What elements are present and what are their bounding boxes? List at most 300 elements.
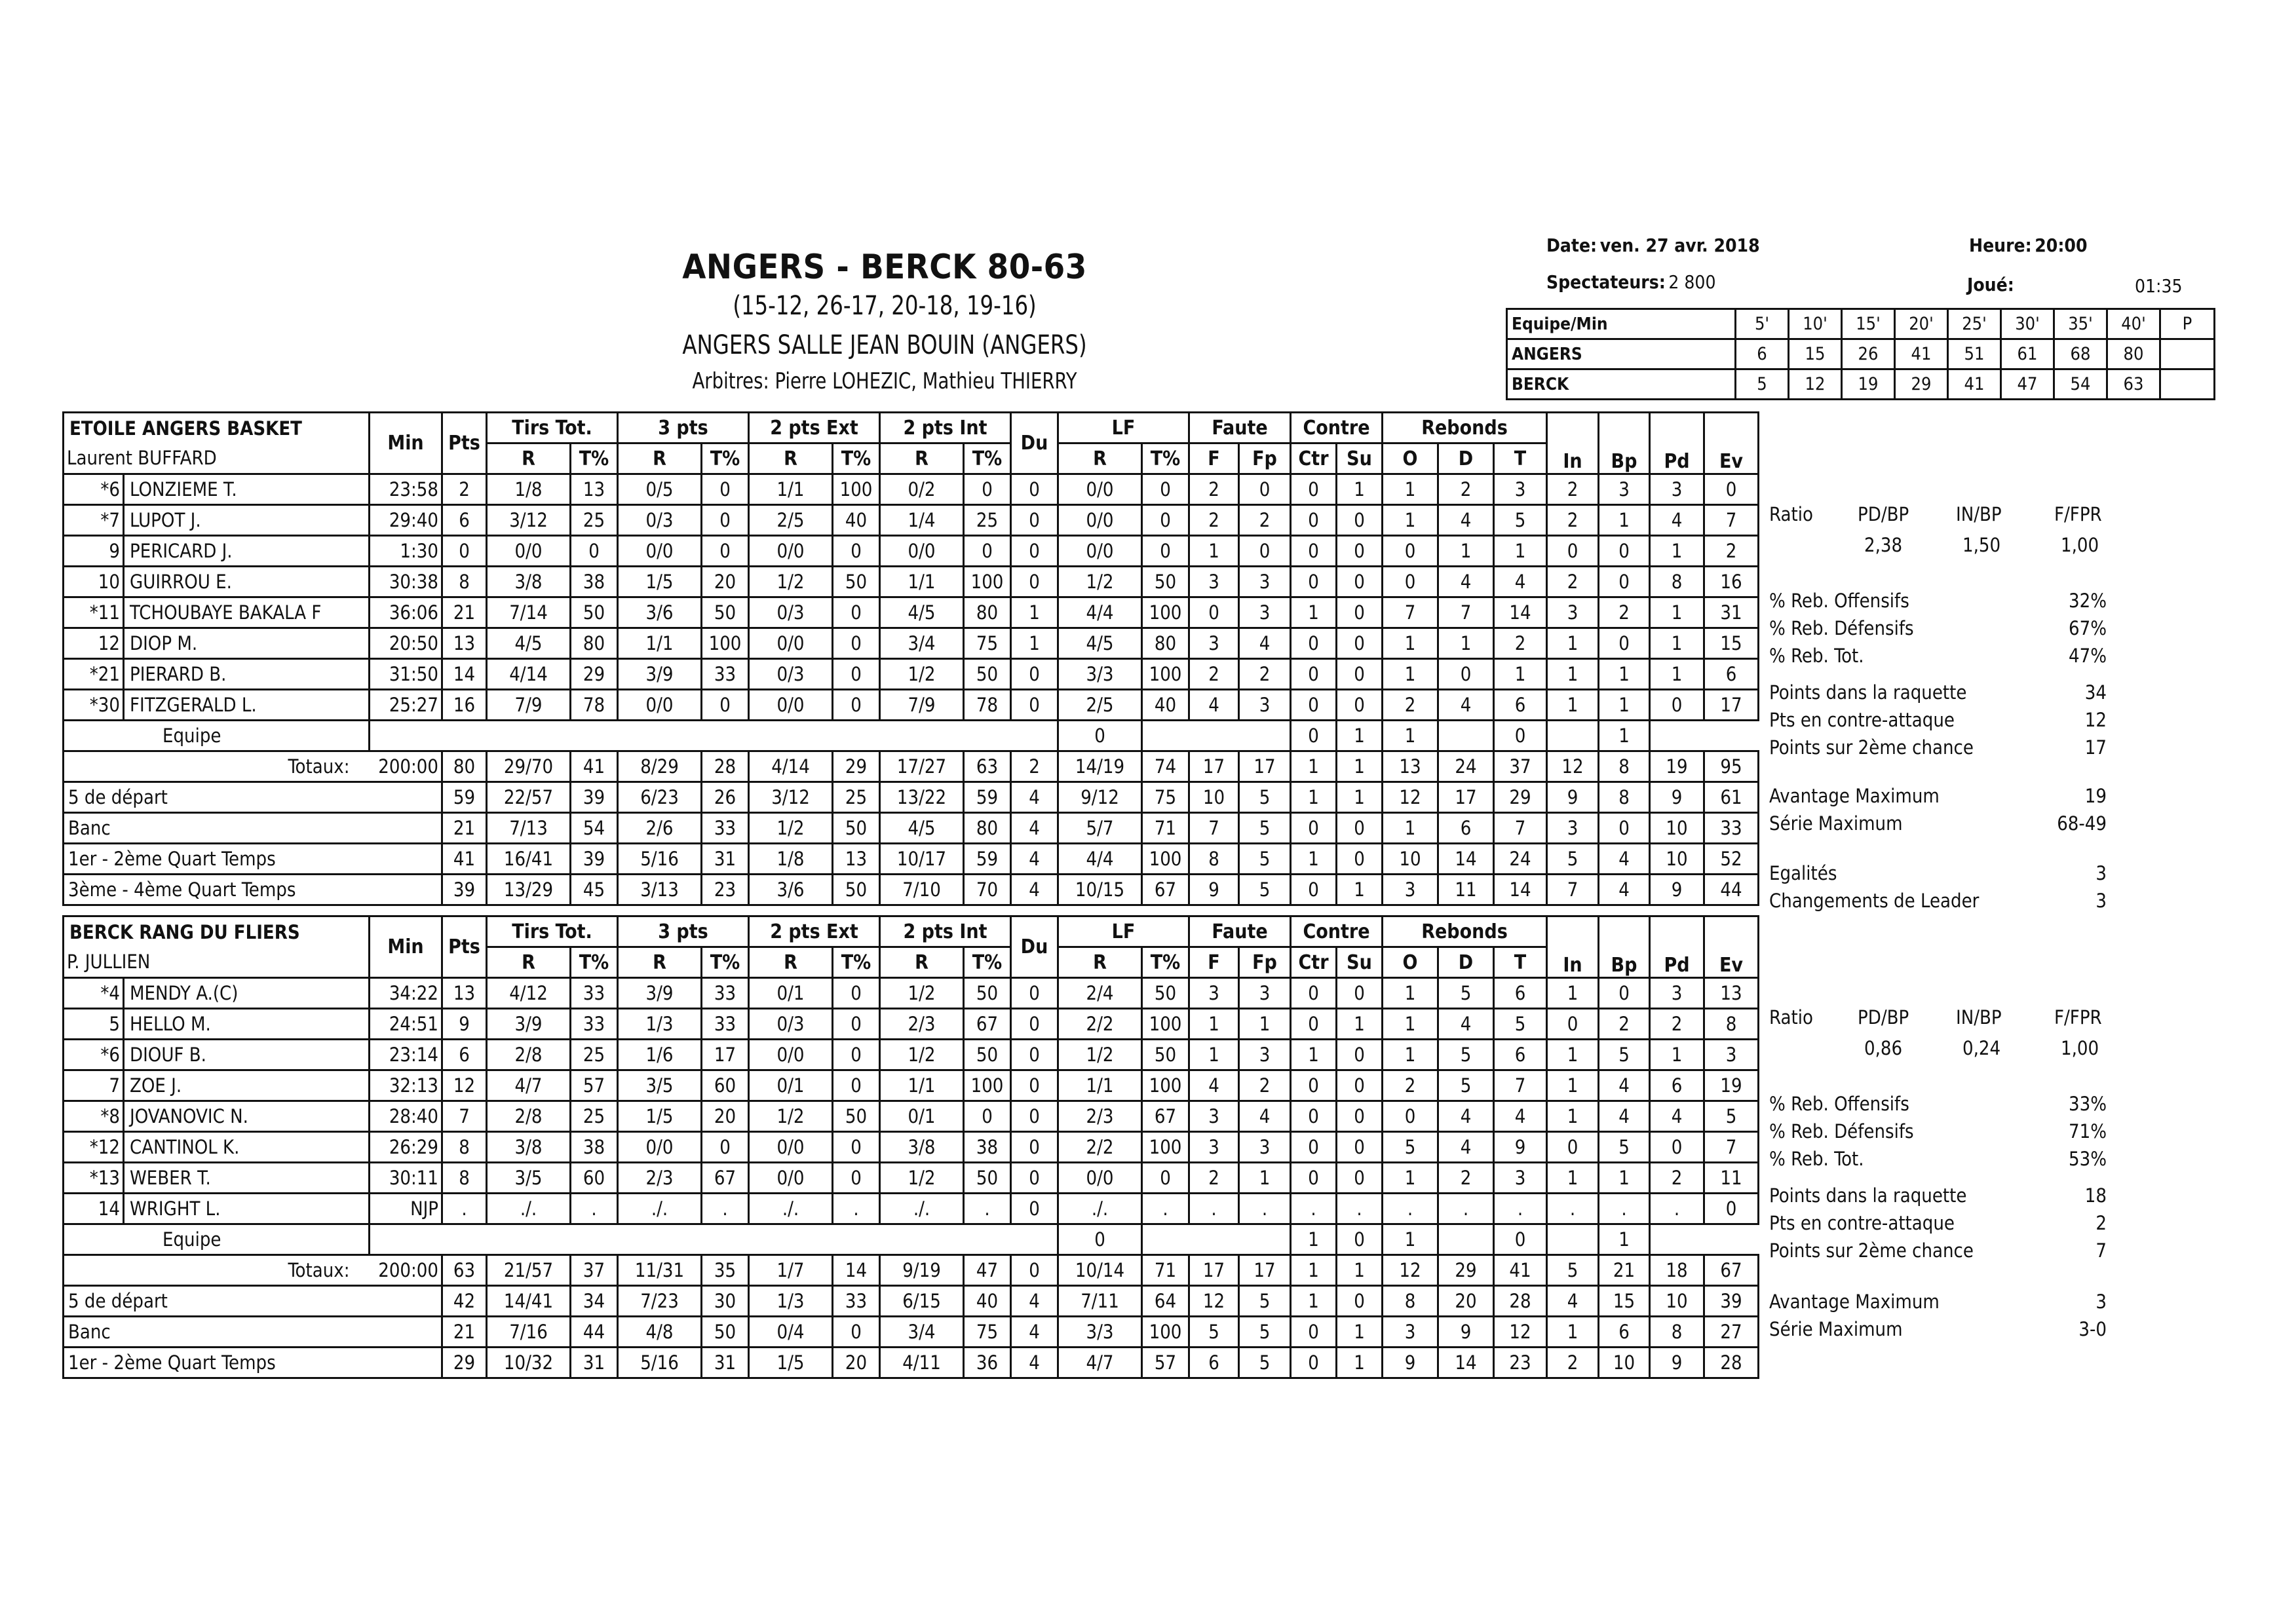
summary-label: 5 de départ [64, 782, 442, 813]
stat-int-r: 3/4 [880, 628, 964, 659]
stat-int-r: 3/8 [880, 1132, 964, 1163]
stat-tt-r: 7/16 [487, 1317, 571, 1348]
stat-in: 0 [1547, 1132, 1599, 1163]
stat-p3-p: . [702, 1194, 749, 1224]
stat-bp: 21 [1599, 1255, 1650, 1286]
stat-t: 37 [1494, 751, 1547, 782]
team-label: BERCK [1507, 369, 1736, 400]
stat-f: 2 [1189, 474, 1239, 505]
stat-f: 8 [1189, 844, 1239, 875]
player-number: 7 [64, 1070, 124, 1101]
stat-ext-p: 0 [833, 1163, 880, 1194]
stat-lf-r: 4/5 [1058, 628, 1142, 659]
stat-ctr: 0 [1291, 1348, 1337, 1378]
player-points: 14 [442, 659, 487, 690]
stat-f: 3 [1189, 1101, 1239, 1132]
stat-lf-r: 1/1 [1058, 1070, 1142, 1101]
time-label: Heure: [1969, 235, 2032, 256]
stat-in: 7 [1547, 875, 1599, 905]
stat-p3-r: 1/5 [618, 567, 702, 597]
stat-ctr: 1 [1291, 1255, 1337, 1286]
stat-pd: . [1650, 1194, 1704, 1224]
stat-d: 1 [1337, 721, 1383, 751]
stat-in: 1 [1547, 1101, 1599, 1132]
stat-ext-r: 2/5 [749, 505, 833, 536]
col-f: F [1189, 947, 1239, 978]
stat-pd: 1 [1650, 597, 1704, 628]
stat-lf-p: 0 [1142, 505, 1189, 536]
col-ctr: Ctr [1291, 947, 1337, 978]
stat-int-p: . [964, 1194, 1011, 1224]
played-label-wrap [1967, 274, 2014, 295]
stat-bp: 1 [1599, 659, 1650, 690]
col-group: LF [1058, 413, 1189, 443]
stat-ev: 17 [1704, 690, 1759, 721]
stat-in: 3 [1547, 813, 1599, 844]
player-points: 13 [442, 628, 487, 659]
player-row [64, 1101, 1759, 1132]
col-ev: Ev [1704, 413, 1759, 474]
player-number: *21 [64, 659, 124, 690]
stat-t: 41 [1494, 1255, 1547, 1286]
stat-p3-p: 17 [702, 1040, 749, 1070]
score-cell: 19 [1842, 369, 1895, 400]
stat-ext-p: 100 [833, 474, 880, 505]
stat-int-r: 0/0 [880, 536, 964, 567]
player-minutes: 31:50 [370, 659, 442, 690]
stat-value: 32% [2069, 590, 2107, 612]
stat-t: 9 [1494, 1132, 1547, 1163]
stat-tt-p: 25 [571, 505, 618, 536]
stat-int-p: 0 [964, 536, 1011, 567]
stat-lf-r: 2/5 [1058, 690, 1142, 721]
stat-pd: 10 [1650, 1286, 1704, 1317]
score-cell: 80 [2107, 339, 2160, 369]
col-group: 2 pts Int [880, 413, 1011, 443]
stat-ext-r: 1/2 [749, 813, 833, 844]
stat-p3-r: 5/16 [618, 1348, 702, 1378]
stat-p3-p: 26 [702, 782, 749, 813]
quarter-scores: (15-12, 26-17, 20-18, 19-16) [733, 291, 1037, 321]
stat-int-p: 36 [964, 1348, 1011, 1378]
stat-o: . [1383, 1194, 1438, 1224]
stat-pd: 0 [1650, 1132, 1704, 1163]
stat-ext-r: 0/0 [749, 1163, 833, 1194]
stat-t: 1 [1494, 536, 1547, 567]
stat-tt-r: 16/41 [487, 844, 571, 875]
summary-row [64, 813, 1759, 844]
stat-f: 0 [1058, 1224, 1142, 1255]
stat-tt-p: . [571, 1194, 618, 1224]
stat-ctr: 1 [1291, 751, 1337, 782]
stat-value: 53% [2069, 1148, 2107, 1170]
col-group: 2 pts Ext [749, 413, 880, 443]
stat-p3-r: 7/23 [618, 1286, 702, 1317]
stat-int-p: 80 [964, 813, 1011, 844]
stat-int-p: 70 [964, 875, 1011, 905]
summary-points: 80 [442, 751, 487, 782]
stat-ctr: 0 [1291, 474, 1337, 505]
player-number: 14 [64, 1194, 124, 1224]
stat-lf-r: 0/0 [1058, 474, 1142, 505]
stat-label: Avantage Maximum [1769, 785, 1940, 807]
stat-f: 2 [1189, 659, 1239, 690]
col-su: Su [1337, 947, 1383, 978]
stat-lf-r: 3/3 [1058, 1317, 1142, 1348]
col-fp: Fp [1239, 443, 1291, 474]
stat-d: 4 [1438, 505, 1494, 536]
stat-ext-r: 0/1 [749, 1070, 833, 1101]
stat-d: 0 [1438, 659, 1494, 690]
col-group: 3 pts [618, 413, 749, 443]
stat-fp: 0 [1239, 536, 1291, 567]
col-group: 2 pts Ext [749, 916, 880, 947]
score-cell: 51 [1948, 339, 2001, 369]
stat-su: 1 [1337, 875, 1383, 905]
stat-f: 0 [1189, 597, 1239, 628]
stat-ctr: 0 [1291, 690, 1337, 721]
stat-bp: 1 [1599, 505, 1650, 536]
col-ev: Ev [1704, 916, 1759, 978]
stat-tt-p: 34 [571, 1286, 618, 1317]
stat-d: 1 [1438, 628, 1494, 659]
stat-p3-r: 1/6 [618, 1040, 702, 1070]
stat-p3-p: 20 [702, 1101, 749, 1132]
referees: Arbitres: Pierre LOHEZIC, Mathieu THIERRY [692, 368, 1077, 394]
stat-lf-r: 14/19 [1058, 751, 1142, 782]
stat-ext-p: 0 [833, 597, 880, 628]
stat-f: 1 [1189, 536, 1239, 567]
stat-ext-r: ./. [749, 1194, 833, 1224]
stat-p3-r: 11/31 [618, 1255, 702, 1286]
stat-fp: . [1239, 1194, 1291, 1224]
stat-ext-p: 0 [833, 1317, 880, 1348]
stat-ev: 0 [1704, 474, 1759, 505]
player-row [64, 628, 1759, 659]
stat-lf-r: 9/12 [1058, 782, 1142, 813]
stat-label: % Reb. Défensifs [1769, 1120, 1914, 1142]
stat-tt-r: 1/8 [487, 474, 571, 505]
stat-p3-p: 35 [702, 1255, 749, 1286]
player-points: 8 [442, 1163, 487, 1194]
col-r: R [1058, 947, 1142, 978]
stat-ctr: 0 [1291, 536, 1337, 567]
stat-tt-r: 3/12 [487, 505, 571, 536]
stat-tt-r: 3/8 [487, 1132, 571, 1163]
stat-int-p: 59 [964, 782, 1011, 813]
stat-int-r: 0/2 [880, 474, 964, 505]
stat-lf-r: 3/3 [1058, 659, 1142, 690]
ratio-header: F/FPR [2054, 1006, 2102, 1028]
player-name: FITZGERALD L. [124, 690, 370, 721]
player-points: 9 [442, 1009, 487, 1040]
stat-bp: 5 [1599, 1040, 1650, 1070]
stat-fp: 5 [1239, 875, 1291, 905]
stat-int-p: 0 [964, 474, 1011, 505]
col-pts: Pts [442, 916, 487, 978]
stat-bp: 0 [1599, 978, 1650, 1009]
stat-in: 1 [1547, 1317, 1599, 1348]
stat-f: 12 [1189, 1286, 1239, 1317]
stat-o: 8 [1383, 1286, 1438, 1317]
stat-du: 0 [1011, 474, 1058, 505]
stat-tt-r: 7/13 [487, 813, 571, 844]
score-cell: 61 [2001, 339, 2054, 369]
stat-o: 10 [1383, 844, 1438, 875]
stat-su: 0 [1337, 659, 1383, 690]
stat-ev: 67 [1704, 1255, 1759, 1286]
stat-pd: 2 [1650, 1163, 1704, 1194]
stat-in: 1 [1547, 978, 1599, 1009]
stat-ev: 52 [1704, 844, 1759, 875]
stat-tt-r: 4/12 [487, 978, 571, 1009]
player-row [64, 1070, 1759, 1101]
stat-f: 4 [1189, 690, 1239, 721]
stat-value: 12 [2084, 709, 2107, 731]
stat-label: % Reb. Offensifs [1769, 590, 1909, 612]
stat-fp: 3 [1239, 597, 1291, 628]
stat-in: 1 [1547, 1040, 1599, 1070]
player-number: 9 [64, 536, 124, 567]
stat-line [1769, 681, 2107, 704]
stat-tt-p: 60 [571, 1163, 618, 1194]
player-minutes: 29:40 [370, 505, 442, 536]
stat-lf-p: 40 [1142, 690, 1189, 721]
stat-pd: 9 [1650, 1348, 1704, 1378]
stat-p3-p: 60 [702, 1070, 749, 1101]
stat-tt-p: 33 [571, 978, 618, 1009]
stat-in: 1 [1547, 628, 1599, 659]
stat-du: 0 [1011, 1070, 1058, 1101]
stat-t: 24 [1494, 844, 1547, 875]
stat-in: 5 [1547, 1255, 1599, 1286]
stat-tt-p: 80 [571, 628, 618, 659]
minute-header: 40' [2107, 309, 2160, 339]
stat-int-r: 4/11 [880, 1348, 964, 1378]
stat-value: 19 [2084, 785, 2107, 807]
stat-lf-p: 75 [1142, 782, 1189, 813]
player-points: 21 [442, 597, 487, 628]
col-r: R [880, 947, 964, 978]
stat-du: 4 [1011, 1348, 1058, 1378]
stat-o: 0 [1383, 1101, 1438, 1132]
stat-ext-r: 3/12 [749, 782, 833, 813]
stat-bp: 8 [1599, 782, 1650, 813]
stat-ev: 44 [1704, 875, 1759, 905]
stat-lf-p: 50 [1142, 978, 1189, 1009]
stat-ext-r: 1/8 [749, 844, 833, 875]
col-r: R [487, 443, 571, 474]
stat-tt-p: 29 [571, 659, 618, 690]
col-min: Min [370, 413, 442, 474]
stat-o: 1 [1383, 1009, 1438, 1040]
stat-o: 1 [1383, 505, 1438, 536]
ratio-header: PD/BP [1858, 1006, 1909, 1028]
stat-int-p: 25 [964, 505, 1011, 536]
stat-ext-r: 0/0 [749, 628, 833, 659]
player-name: PERICARD J. [124, 536, 370, 567]
stat-du: 4 [1011, 875, 1058, 905]
stat-int-r: 3/4 [880, 1317, 964, 1348]
stat-ctr: 1 [1291, 782, 1337, 813]
stat-su: 0 [1337, 1286, 1383, 1317]
stat-o: 1 [1383, 978, 1438, 1009]
col-o: O [1383, 947, 1438, 978]
stat-p3-r: ./. [618, 1194, 702, 1224]
stat-value: 33% [2069, 1093, 2107, 1115]
stat-p3-r: 1/5 [618, 1101, 702, 1132]
stat-p3-p: 28 [702, 751, 749, 782]
stat-in: 1 [1547, 1070, 1599, 1101]
stat-bp: 2 [1599, 1009, 1650, 1040]
stat-lf-p: 64 [1142, 1286, 1189, 1317]
stat-f: 3 [1189, 1132, 1239, 1163]
stat-ev: 15 [1704, 628, 1759, 659]
stat-fp: 1 [1239, 1163, 1291, 1194]
stat-lf-r: 4/4 [1058, 597, 1142, 628]
stat-ctr: 0 [1291, 505, 1337, 536]
stat-lf-p: 71 [1142, 1255, 1189, 1286]
stat-int-p: 75 [964, 1317, 1011, 1348]
stat-int-p: 50 [964, 1040, 1011, 1070]
stat-tt-r: 4/5 [487, 628, 571, 659]
stat-du: 0 [1011, 505, 1058, 536]
stat-p3-r: 4/8 [618, 1317, 702, 1348]
player-number: *13 [64, 1163, 124, 1194]
stat-p3-r: 0/0 [618, 1132, 702, 1163]
stat-ctr: 1 [1291, 1286, 1337, 1317]
stat-pd: 0 [1650, 690, 1704, 721]
stat-tt-p: 38 [571, 1132, 618, 1163]
stat-p3-p: 50 [702, 597, 749, 628]
player-minutes: 36:06 [370, 597, 442, 628]
col-tpct: T% [702, 443, 749, 474]
stat-f: 5 [1189, 1317, 1239, 1348]
stat-p3-p: 33 [702, 659, 749, 690]
stat-t: . [1494, 1194, 1547, 1224]
stat-int-r: 1/2 [880, 659, 964, 690]
stat-su: 0 [1337, 1132, 1383, 1163]
stat-d: 4 [1438, 690, 1494, 721]
stat-pd [1547, 1224, 1599, 1255]
score-cell: 63 [2107, 369, 2160, 400]
stat-bp: 0 [1599, 567, 1650, 597]
stat-ev: 31 [1704, 597, 1759, 628]
stat-p3-p: 33 [702, 813, 749, 844]
stat-lf-p: 74 [1142, 751, 1189, 782]
stat-fp: 2 [1239, 505, 1291, 536]
stat-d: 4 [1438, 1009, 1494, 1040]
stat-value: 34 [2084, 681, 2107, 704]
stat-lf-r: 5/7 [1058, 813, 1142, 844]
date-line [1546, 235, 1760, 256]
stat-tt-r: 3/5 [487, 1163, 571, 1194]
stat-ext-p: 0 [833, 1070, 880, 1101]
minute-header: 25' [1948, 309, 2001, 339]
stat-tt-r: 0/0 [487, 536, 571, 567]
stat-d: 14 [1438, 844, 1494, 875]
stat-bp: 6 [1599, 1317, 1650, 1348]
stat-line [1769, 862, 2107, 884]
stat-su: 0 [1337, 844, 1383, 875]
player-number: *7 [64, 505, 124, 536]
stat-int-p: 67 [964, 1009, 1011, 1040]
stat-ext-r: 0/0 [749, 536, 833, 567]
stat-lf-p: 0 [1142, 536, 1189, 567]
stat-ev: 5 [1704, 1101, 1759, 1132]
player-minutes: 23:58 [370, 474, 442, 505]
stat-fp: 3 [1239, 1132, 1291, 1163]
stat-lf-r: 2/4 [1058, 978, 1142, 1009]
score-cell: 68 [2054, 339, 2107, 369]
stat-in: 1 [1547, 1163, 1599, 1194]
player-number: *30 [64, 690, 124, 721]
stat-tt-r: 29/70 [487, 751, 571, 782]
stat-int-r: 4/5 [880, 813, 964, 844]
minute-header: 15' [1842, 309, 1895, 339]
stat-pd: 1 [1650, 536, 1704, 567]
totals-row [64, 751, 1759, 782]
stat-bp: 10 [1599, 1348, 1650, 1378]
player-points: 6 [442, 505, 487, 536]
stat-int-p: 50 [964, 978, 1011, 1009]
stat-bp: 0 [1494, 721, 1547, 751]
stat-p3-p: 20 [702, 567, 749, 597]
stat-line [1769, 709, 2107, 731]
stat-o: 12 [1383, 1255, 1438, 1286]
stat-pd: 18 [1650, 1255, 1704, 1286]
minute-header: 30' [2001, 309, 2054, 339]
stat-f: 2 [1189, 505, 1239, 536]
stat-tt-p: 54 [571, 813, 618, 844]
stat-int-p: 50 [964, 1163, 1011, 1194]
stat-tt-r: 3/8 [487, 567, 571, 597]
stat-pd: 1 [1650, 659, 1704, 690]
stat-f: 6 [1189, 1348, 1239, 1378]
stat-value: 3-0 [2078, 1318, 2107, 1340]
stat-tt-p: 39 [571, 844, 618, 875]
stat-p3-r: 3/13 [618, 875, 702, 905]
stat-d: 1 [1438, 536, 1494, 567]
stat-o: 12 [1383, 782, 1438, 813]
stat-ev: 39 [1704, 1286, 1759, 1317]
stat-bp: 1 [1599, 690, 1650, 721]
stat-tt-r: 2/8 [487, 1040, 571, 1070]
stat-du: 0 [1011, 1040, 1058, 1070]
stat-ctr: 0 [1291, 978, 1337, 1009]
stat-tt-p: 45 [571, 875, 618, 905]
stat-value: 18 [2084, 1184, 2107, 1207]
stat-ctr: 1 [1291, 597, 1337, 628]
stat-f: 17 [1189, 1255, 1239, 1286]
col-min: Min [370, 916, 442, 978]
stat-ctr: 0 [1291, 1317, 1337, 1348]
stat-pd: 10 [1650, 813, 1704, 844]
stat-ext-p: 0 [833, 659, 880, 690]
stat-su: 0 [1337, 690, 1383, 721]
stat-bp: 5 [1599, 1132, 1650, 1163]
stat-int-r: 1/2 [880, 1040, 964, 1070]
header-row-sub [64, 947, 1759, 978]
player-points: . [442, 1194, 487, 1224]
stat-p3-p: 67 [702, 1163, 749, 1194]
stat-f: 3 [1189, 567, 1239, 597]
ratio-value: 1,00 [2061, 1037, 2099, 1059]
stat-o: 3 [1383, 1317, 1438, 1348]
stat-ext-r: 1/7 [749, 1255, 833, 1286]
col-su: Su [1337, 443, 1383, 474]
stat-fp: 5 [1239, 1348, 1291, 1378]
